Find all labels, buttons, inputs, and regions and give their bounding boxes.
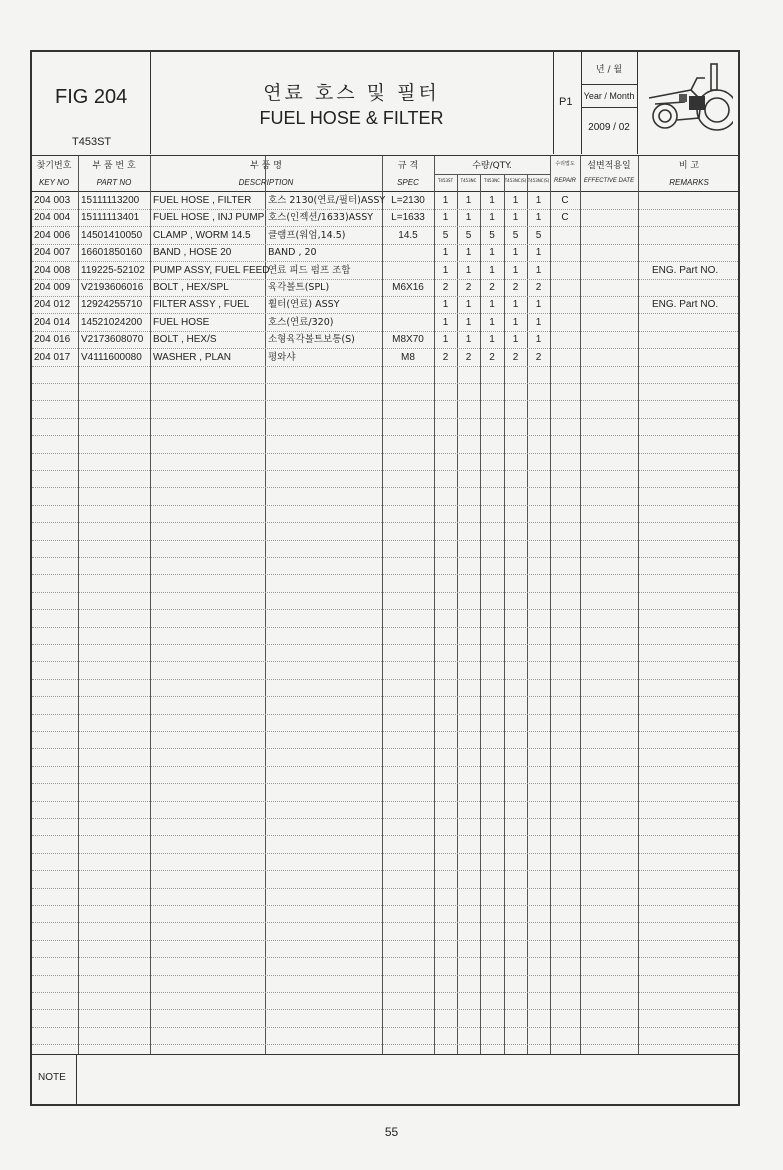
description-english: CLAMP , WORM 14.5 bbox=[153, 230, 251, 241]
quantity: 1 bbox=[512, 299, 519, 310]
quantity: 1 bbox=[535, 299, 542, 310]
title-box bbox=[150, 50, 554, 154]
part-number: 15111113401 bbox=[81, 212, 140, 223]
quantity: 1 bbox=[489, 334, 495, 345]
remarks: ENG. Part NO. bbox=[652, 265, 719, 276]
description-english: FUEL HOSE , FILTER bbox=[153, 195, 252, 206]
quantity: 1 bbox=[465, 299, 472, 310]
row-divider bbox=[32, 470, 738, 471]
quantity: 1 bbox=[489, 195, 495, 206]
description-english: BAND , HOSE 20 bbox=[153, 247, 232, 258]
remarks: ENG. Part NO. bbox=[652, 299, 719, 310]
row-divider bbox=[32, 1044, 738, 1045]
quantity: 1 bbox=[465, 317, 472, 328]
row-divider bbox=[32, 226, 738, 227]
note-label: NOTE bbox=[38, 1072, 66, 1083]
spec: L=1633 bbox=[391, 212, 425, 223]
key-number: 204 009 bbox=[34, 282, 71, 293]
row-divider bbox=[32, 244, 738, 245]
row-divider bbox=[32, 209, 738, 210]
repair-code: C bbox=[561, 212, 569, 223]
quantity: 1 bbox=[465, 265, 472, 276]
quantity: 1 bbox=[535, 317, 542, 328]
quantity: 2 bbox=[535, 282, 542, 293]
row-divider bbox=[32, 801, 738, 802]
key-header-kr: 찾기번호 bbox=[36, 161, 72, 171]
quantity: 1 bbox=[465, 247, 472, 258]
row-divider bbox=[32, 435, 738, 436]
tractor-icon bbox=[645, 60, 733, 144]
row-divider bbox=[32, 714, 738, 715]
remarks-header-en: REMARKS bbox=[669, 178, 709, 187]
quantity: 1 bbox=[512, 212, 519, 223]
part-header-en: PART NO bbox=[96, 178, 132, 187]
row-divider bbox=[32, 313, 738, 314]
row-divider bbox=[32, 957, 738, 958]
quantity: 1 bbox=[512, 334, 519, 345]
description-korean: 호스(인젝션/1633)ASSY bbox=[268, 212, 374, 223]
quantity: 1 bbox=[512, 265, 519, 276]
key-number: 204 014 bbox=[34, 317, 71, 328]
row-divider bbox=[32, 783, 738, 784]
qty-model-3: T453NC bbox=[484, 178, 500, 183]
effective-header-en: EFFECTIVE DATE bbox=[583, 178, 635, 184]
key-number: 204 017 bbox=[34, 352, 71, 363]
qty-model-4: T453NC(S) bbox=[504, 178, 527, 183]
desc-header-kr: 부 품 명 bbox=[250, 161, 282, 171]
column-divider bbox=[550, 156, 551, 1054]
description-english: BOLT , HEX/S bbox=[153, 334, 217, 345]
row-divider bbox=[32, 748, 738, 749]
column-divider bbox=[78, 156, 79, 1054]
effective-header-kr: 설변적용일 bbox=[587, 161, 631, 171]
description-korean: 호스 2130(연료/필터)ASSY bbox=[268, 195, 386, 206]
quantity: 2 bbox=[535, 352, 542, 363]
row-divider bbox=[32, 592, 738, 593]
row-divider bbox=[32, 331, 738, 332]
part-number: V2173608070 bbox=[81, 334, 144, 345]
quantity: 1 bbox=[442, 299, 449, 310]
desc-header-en: DESCRIPTION bbox=[238, 178, 294, 187]
remarks-header-kr: 비 고 bbox=[678, 161, 700, 171]
column-divider bbox=[638, 156, 639, 1054]
part-number: 14501410050 bbox=[81, 230, 143, 241]
repair-header-kr: 수리법도 bbox=[555, 161, 575, 167]
key-number: 204 008 bbox=[34, 265, 71, 276]
row-divider bbox=[32, 1027, 738, 1028]
description-english: FILTER ASSY , FUEL bbox=[153, 299, 250, 310]
row-divider bbox=[32, 279, 738, 280]
note-box bbox=[30, 1054, 740, 1106]
spec: L=2130 bbox=[391, 195, 425, 206]
row-divider bbox=[32, 696, 738, 697]
row-divider bbox=[32, 661, 738, 662]
date-label-korean: 년 / 월 bbox=[595, 65, 623, 75]
repair-code: C bbox=[561, 195, 569, 206]
quantity: 1 bbox=[489, 265, 495, 276]
key-header-en: KEY NO bbox=[38, 178, 70, 187]
row-divider bbox=[32, 644, 738, 645]
row-divider bbox=[32, 366, 738, 367]
key-number: 204 004 bbox=[34, 212, 71, 223]
row-divider bbox=[32, 296, 738, 297]
quantity: 1 bbox=[442, 212, 449, 223]
page-number: 55 bbox=[384, 1125, 399, 1139]
description-korean: 연료 피드 펌프 조합 bbox=[268, 265, 351, 276]
quantity: 1 bbox=[465, 195, 472, 206]
date-box bbox=[581, 50, 638, 154]
part-number: 15111113200 bbox=[81, 195, 140, 206]
row-divider bbox=[32, 418, 738, 419]
key-number: 204 006 bbox=[34, 230, 71, 241]
row-divider bbox=[32, 818, 738, 819]
description-english: PUMP ASSY, FUEL FEED bbox=[153, 265, 270, 276]
key-number: 204 012 bbox=[34, 299, 71, 310]
quantity: 1 bbox=[535, 334, 542, 345]
spec: 14.5 bbox=[398, 230, 418, 241]
quantity: 5 bbox=[489, 230, 495, 241]
quantity: 5 bbox=[442, 230, 449, 241]
description-korean: 평와샤 bbox=[268, 352, 296, 363]
part-number: 119225-52102 bbox=[81, 265, 145, 276]
spec: M8X70 bbox=[392, 334, 424, 345]
part-number: V2193606016 bbox=[81, 282, 144, 293]
quantity: 1 bbox=[535, 247, 542, 258]
row-divider bbox=[32, 853, 738, 854]
description-english: BOLT , HEX/SPL bbox=[153, 282, 229, 293]
description-english: WASHER , PLAN bbox=[153, 352, 231, 363]
row-divider bbox=[32, 888, 738, 889]
row-divider bbox=[32, 975, 738, 976]
part-header-kr: 부 품 번 호 bbox=[92, 161, 136, 171]
quantity: 1 bbox=[489, 212, 495, 223]
description-korean: 소형육각볼트보통(S) bbox=[268, 334, 355, 345]
quantity: 1 bbox=[512, 195, 519, 206]
quantity: 2 bbox=[465, 352, 472, 363]
description-english: FUEL HOSE bbox=[153, 317, 210, 328]
spec-header-en: SPEC bbox=[397, 178, 419, 187]
description-korean: BAND , 20 bbox=[268, 247, 317, 258]
quantity: 2 bbox=[442, 282, 449, 293]
row-divider bbox=[32, 557, 738, 558]
row-divider bbox=[32, 992, 738, 993]
row-divider bbox=[32, 905, 738, 906]
row-divider bbox=[32, 835, 738, 836]
quantity: 1 bbox=[512, 247, 519, 258]
repair-header-en: REPAIR bbox=[554, 178, 576, 184]
qty-model-5: T453NC(S) bbox=[527, 178, 550, 183]
description-korean: 휠터(연료) ASSY bbox=[268, 299, 340, 310]
description-korean: 호스(연료/320) bbox=[268, 317, 334, 328]
qty-model-1: T453ST bbox=[437, 178, 454, 183]
quantity: 2 bbox=[442, 352, 449, 363]
title-english: FUEL HOSE & FILTER bbox=[259, 108, 444, 128]
page-code-box bbox=[553, 50, 582, 154]
row-divider bbox=[32, 487, 738, 488]
row-divider bbox=[32, 453, 738, 454]
key-number: 204 016 bbox=[34, 334, 71, 345]
quantity: 1 bbox=[442, 334, 449, 345]
row-divider bbox=[32, 1009, 738, 1010]
quantity: 1 bbox=[465, 334, 472, 345]
row-divider bbox=[32, 540, 738, 541]
column-divider bbox=[265, 156, 266, 1054]
quantity: 1 bbox=[535, 212, 542, 223]
spec: M8 bbox=[401, 352, 415, 363]
quantity: 5 bbox=[465, 230, 472, 241]
row-divider bbox=[32, 348, 738, 349]
date-value: 2009 / 02 bbox=[588, 122, 630, 133]
quantity: 1 bbox=[489, 247, 495, 258]
description-korean: 육각볼트(SPL) bbox=[268, 282, 330, 293]
key-number: 204 007 bbox=[34, 247, 71, 258]
qty-subheader-divider bbox=[434, 174, 550, 175]
quantity: 1 bbox=[465, 212, 472, 223]
quantity: 1 bbox=[442, 195, 449, 206]
quantity: 2 bbox=[512, 352, 519, 363]
quantity: 1 bbox=[512, 317, 519, 328]
key-number: 204 003 bbox=[34, 195, 71, 206]
quantity: 1 bbox=[442, 317, 449, 328]
quantity: 1 bbox=[442, 265, 449, 276]
quantity: 1 bbox=[535, 265, 542, 276]
column-divider bbox=[150, 156, 151, 1054]
quantity: 5 bbox=[535, 230, 542, 241]
row-divider bbox=[32, 922, 738, 923]
quantity: 2 bbox=[512, 282, 519, 293]
row-divider bbox=[32, 574, 738, 575]
row-divider bbox=[32, 731, 738, 732]
row-divider bbox=[32, 766, 738, 767]
row-divider bbox=[32, 609, 738, 610]
header bbox=[30, 50, 740, 156]
title-korean: 연료 호스 및 필터 bbox=[263, 82, 440, 104]
quantity: 1 bbox=[442, 247, 449, 258]
quantity: 5 bbox=[512, 230, 519, 241]
part-number: 12924255710 bbox=[81, 299, 143, 310]
model-code: T453ST bbox=[72, 136, 112, 148]
qty-header: 수량/QTY. bbox=[472, 161, 512, 171]
quantity: 1 bbox=[489, 317, 495, 328]
spec: M6X16 bbox=[392, 282, 424, 293]
page-code: P1 bbox=[559, 96, 573, 108]
note-label-cell bbox=[30, 1055, 77, 1105]
quantity: 2 bbox=[489, 352, 495, 363]
description-korean: 클램프(워엄,14.5) bbox=[268, 230, 346, 241]
part-number: V4111600080 bbox=[81, 352, 142, 363]
quantity: 2 bbox=[465, 282, 472, 293]
row-divider bbox=[32, 870, 738, 871]
tractor-illustration bbox=[637, 50, 738, 154]
row-divider bbox=[32, 383, 738, 384]
date-label-cell bbox=[581, 84, 637, 108]
quantity: 1 bbox=[535, 195, 542, 206]
row-divider bbox=[32, 522, 738, 523]
part-number: 16601850160 bbox=[81, 247, 143, 258]
description-english: FUEL HOSE , INJ PUMP bbox=[153, 212, 265, 223]
row-divider bbox=[32, 505, 738, 506]
row-divider bbox=[32, 940, 738, 941]
quantity: 2 bbox=[489, 282, 495, 293]
fig-box bbox=[30, 50, 151, 154]
row-divider bbox=[32, 400, 738, 401]
column-divider bbox=[580, 156, 581, 1054]
row-divider bbox=[32, 679, 738, 680]
fig-number: FIG 204 bbox=[55, 86, 128, 108]
row-divider bbox=[32, 261, 738, 262]
part-number: 14521024200 bbox=[81, 317, 143, 328]
row-divider bbox=[32, 627, 738, 628]
column-header bbox=[30, 156, 740, 192]
qty-model-2: T453NC bbox=[460, 178, 477, 183]
date-label-english: Year / Month bbox=[583, 91, 635, 101]
spec-header-kr: 규 격 bbox=[397, 161, 419, 171]
quantity: 1 bbox=[489, 299, 495, 310]
